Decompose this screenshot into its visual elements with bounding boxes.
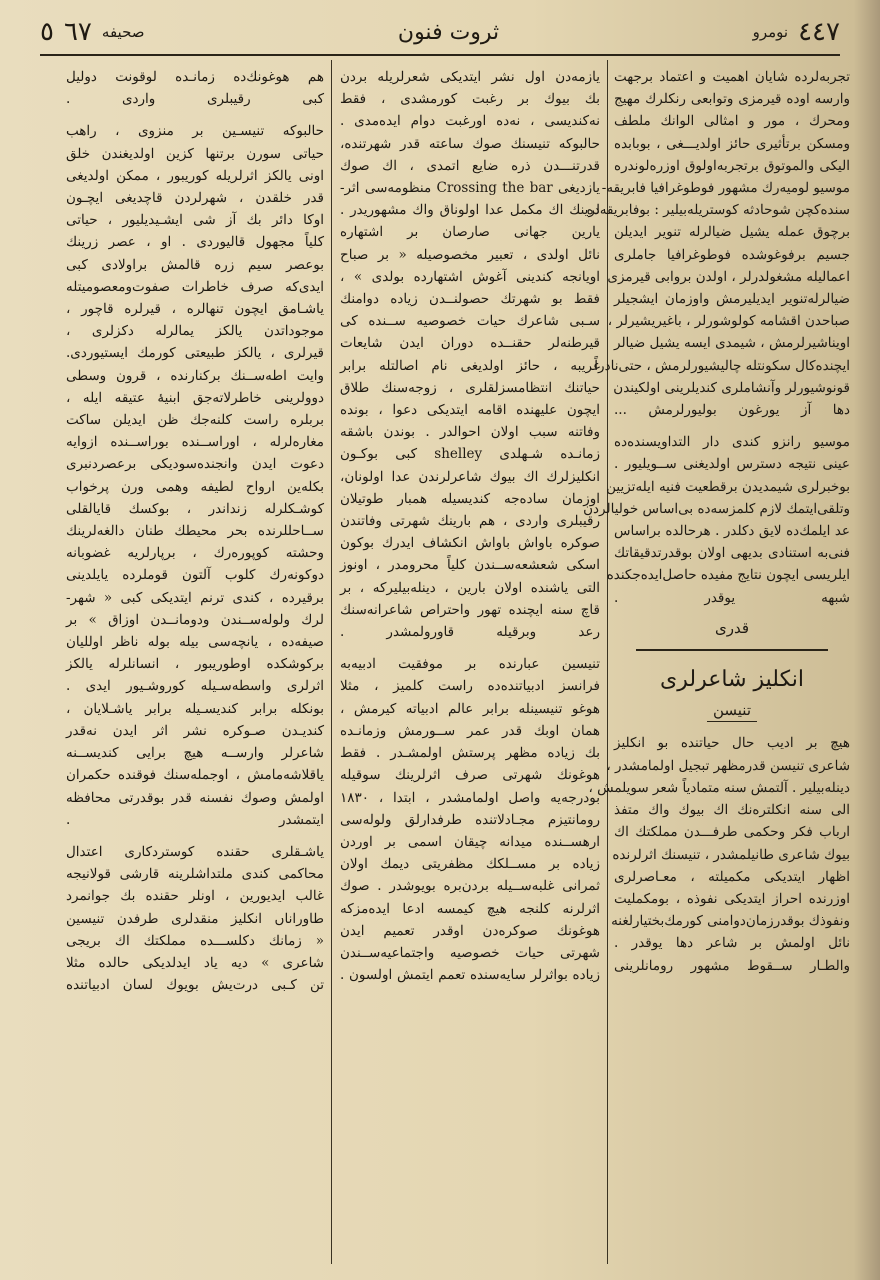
text-line: ومحرك ، مور و امثالی الوانك ملطف: [614, 113, 850, 130]
text-line: [340, 643, 600, 653]
issue-group: [753, 17, 840, 47]
text-line: رقیبلری واردی ، هم بارینك شهرتی وفاتندن: [340, 513, 600, 530]
text-line: تنیسین عبارنده بر موفقیت ادبیه‌به: [340, 656, 600, 673]
text-line: دعوت ایدن وانجنده‌سودیکی برعصردنبری: [66, 456, 324, 473]
text-line: یازمه‌دن اول نشر ایتدیکی شعرلریله بردن: [340, 69, 600, 85]
text-line: قیرطنه‌لر حقنــده دوران ایدن شایعات: [340, 335, 600, 352]
section-divider: [636, 649, 828, 651]
text-line: عد ایلمك‌ده لایق دکلدر . هرحالده براساس: [614, 523, 850, 540]
text-line: کندیـدن صـوکره نشر اثر ایدن نەقدر: [66, 722, 324, 739]
text-line: نائل اولمش بر شاعر دها یوقدر .: [614, 935, 850, 952]
text-line: رعد وبرقیله قاورولمشدر .: [340, 624, 600, 641]
text-line: موسیو رانزو کندی دار التداویسنده‌ده: [614, 434, 850, 451]
text-line: ارباب فکر وحکمی طرفـــدن مملکتك اك: [614, 824, 850, 841]
text-line: محاکمی کندی ملتداشلرینه قارشی قولانیجه: [66, 866, 324, 883]
text-line: یاشـامق ایچون تنهالره ، قیرلره قاچور ،: [66, 301, 324, 318]
article-title: انکلیز شاعرلری: [660, 667, 804, 693]
text-line: شهرتی حیات خصوصیه واجتماعیه‌ســندن: [340, 944, 600, 961]
text-line: برقیرده ، کندی ترنم ایتدیکی کبی « شهر-: [66, 589, 324, 606]
text-line: دوولرینی خاطرلاتەجق ابنیهٔ عتیقه ایله ،: [66, 389, 324, 406]
text-line: سنده‌کچن شوحادثه کوستریله‌بیلیر : بوفابریقه‌ده: [586, 202, 850, 219]
text-line: لرینك اك مکمل عدا اولوناق واك مشهوریدر .: [340, 202, 600, 219]
text-line: ایچون علیهنده اقامه ایتدیکی دعوا ، بونده: [340, 402, 600, 419]
text-line: بربلره راست کلنه‌جك ظن ایدیلن ساکت: [66, 412, 324, 429]
text-line: بونکله برابر کندیسـیله برابر یاشـلایان ،: [66, 700, 324, 717]
text-line: اسکی شعشعه‌ســندن کلیاً محرومدر ، اونوز: [340, 557, 600, 574]
text-line: اونی یالکز اثرلریله کوریبور ، ممکن اولدیغی: [66, 167, 324, 184]
text-line: شاعرلر وارســه هیچ برایی کندیســنه: [66, 745, 324, 762]
text-line: فقط بو شهرتك حصولنــدن زیاده دوامنك: [340, 291, 600, 308]
text-line: زیاده بر مســلکك مظفریتی دیمك اولان: [340, 856, 600, 873]
text-line: غالب ایدیورین ، اونلر حقنده بك جوانمرد: [66, 888, 324, 905]
text-line: قیرلری ، یالکز طبیعتی کورمك ایستیوردی.: [66, 345, 324, 362]
text-line: اثرلری واسطه‌سـیله کوروشـیور ایدی .: [66, 678, 324, 695]
text-line: هوغونك شهرتی صرف اثرلرینك سوقیله: [340, 767, 600, 784]
text-line: قونوشیورلر وآنشاملری کندیلرینی اولکیندن: [613, 379, 850, 396]
text-line: ایتمشدر .: [66, 811, 324, 828]
text-line: موسیو لومیه‌رك مشهور فوطوغرافیا فابریقه-: [601, 180, 850, 197]
text-line: ونفوذك بوقدرزمان‌دوامنی کورمك‌بختیارلغنه: [611, 913, 850, 930]
text-line: ایچنده‌کال سکونتله چالیشیورلرمش ، حتی‌نادراً: [594, 357, 850, 374]
text-line: بودرجه‌یه واصل اولمامشدر ، ابتدا ، ١٨٣٠: [340, 789, 600, 806]
text-line: [66, 110, 324, 120]
text-line: ارهســنده میدانه چیقان اسمی بر اوردن: [340, 833, 600, 850]
text-line: اثرلرنه کلنجه هیچ کیمسه ادعا ایده‌مز‌که: [340, 900, 600, 917]
journal-title: ثروت فنون: [397, 19, 500, 45]
page-header: [40, 10, 840, 56]
text-line: کبی رقیبلری واردی .: [66, 91, 324, 108]
text-line: هوغونك صوکره‌دن اوقدر تعمیم ایدن: [340, 922, 600, 939]
text-line: یازدیغی Crossing the bar منظومه‌سی اثر-: [340, 180, 600, 197]
text-line: صیفه‌ده ، یانچه‌سی بیله بوله ناظر اوللیان: [66, 634, 324, 651]
text-line: اوزرنده احراز ایتدیکی نفوذه ، بومکملیت: [614, 890, 850, 907]
text-line: برکوشکده اوطوریبور ، انسانلرله یالکز: [66, 656, 324, 673]
text-line: زمانـده شـهلدی shelley کبی بوکـون: [340, 446, 600, 463]
article-subtitle: تنیسن: [707, 699, 757, 722]
text-line: یاقلاشه‌مامش ، اوجمله‌سنك فوقنده حکمران: [66, 767, 324, 784]
text-line: ایلریسی ایچون نتایج مفیده حاصل‌ایده‌جکنده: [606, 567, 850, 584]
text-line: حالبوکه تنیسنك صوك ساعته قدر شهرتنده،: [340, 135, 600, 152]
text-line: دها آز یورغون بولیورلرمش ...: [614, 402, 850, 419]
text-line: غریبه ، حائز اولدیغی نام اصالتله برابر: [340, 357, 600, 374]
text-line: یارین جهانی صارصان بر اشتهاره: [340, 224, 600, 241]
text-line: ضیالرله‌تنویر ایدیلیرمش واوزمان ایشجیلر: [614, 291, 850, 308]
text-line: صباحدن اقشامه کولوشورلر ، باغیریشیرلر ،: [607, 313, 850, 330]
text-line: هیچ بر ادیب حال حیاتنده بو انکلیز: [614, 735, 850, 752]
text-line: عینی نتیجه دسترس اولدیغنی ســویلیور .: [614, 456, 850, 473]
text-line: شبهه یوقدر .: [614, 589, 850, 606]
text-line: [614, 421, 850, 431]
text-line: بك بیوك بر رغبت کورمشدی ، فقط: [340, 91, 600, 108]
text-line: اوکا دائر بك آز شی ایشـیدیلیور ، حیاتی: [66, 212, 324, 229]
page-number: ٦٧: [63, 17, 92, 47]
text-line: بکلەین ارواح لطیفه وهمی ورن پرخواب: [66, 478, 324, 495]
text-line: بك زیاده مظهر پرستش اولمشـدر . فقط: [340, 745, 600, 762]
text-line: قاچ سنه ایچنده تهور واحتراص شاعرانه‌سنك: [340, 601, 600, 618]
text-line: حیاتی سورن برتنها کزین اولدیغندن خلق: [66, 145, 324, 162]
text-line: فرانسز ادبیاتنده‌ده راست کلمیز ، مثلا: [340, 678, 600, 695]
text-line: اویانجه کندینی آغوش اشتهارده بولدی » ،: [340, 268, 600, 285]
text-line: نائل اولدی ، تعبیر مخصوصیله « بر صباح: [340, 246, 600, 263]
text-line: کوشـکلرله زنداندر ، بوکسك قایالقلی: [66, 500, 324, 517]
text-line: [66, 831, 324, 841]
text-line: وارسه اوده قیرمزی وتوابعی رنکلرك مهیج: [614, 91, 850, 108]
column-middle: [340, 66, 600, 1262]
text-line: تن کـبی درت‌یش بویوك لسان ادبیاتنده: [66, 977, 324, 994]
text-line: هوغو تنیسینله برابر عالم ادبیاته کیرمش ،: [340, 700, 600, 717]
margin-mark: ٥: [40, 17, 54, 47]
text-line: ومسکن برتأثیری حائز اولدیـــغی ، بوبابده: [614, 135, 850, 152]
text-line: هم هوغونك‌ده زمانـده لوقونت دولیل: [66, 69, 324, 85]
text-line: وتلقی‌ایتمك لازم کلمزسه‌ده بی‌اساس خولیالردن: [583, 500, 850, 517]
column-left: [66, 66, 324, 1262]
text-line: الیکی والموتوق برتجربه‌اولوق اوزره‌لوندره: [614, 157, 850, 174]
column-left-text: [66, 66, 324, 996]
text-line: برچوق عمله یشیل ضیالرله تنویر ایدیلن: [614, 224, 850, 241]
text-line: شاعری » دیه یاد ایدلدیکی حالده مثلا: [66, 954, 324, 971]
text-line: نه‌کندیسی ، نه‌ده اورغبت دوام ایده‌مدی .: [340, 113, 600, 130]
text-line: یاشـقلری حقنده کوستردکاری اعتدال: [66, 843, 324, 860]
column-right: [583, 66, 850, 1262]
column-rule-left: [331, 60, 332, 1264]
text-line: همان اوبك قدر عمر ســورمش وزمانـده: [340, 722, 600, 739]
text-line: وایت اطه‌ســنك برکنارنده ، قرون وسطی: [66, 367, 324, 384]
text-line: انکلیزلرك اك بیوك شاعرلرندن عدا اولونان،: [340, 468, 600, 485]
text-line: حالبوکه تنیسـین بر منزوی ، راهب: [66, 123, 324, 140]
page-number-group: [40, 17, 144, 47]
text-line: جسیم برفوغوشده فوطوغرافیا جاملری: [614, 246, 850, 263]
text-line: تجربه‌لرده شایان اهمیت و اعتماد برجهت: [614, 69, 850, 85]
text-line: اعمالیله مشغولدرلر ، اولدن بروابی قیرمزی: [607, 268, 850, 285]
text-line: التی یاشنده اولان بارین ، دینله‌بیلیرکه ، بر: [340, 579, 600, 596]
column-rule-right: [607, 60, 608, 1264]
text-line: سـبی شاعرك حیات خصوصیه ســنده کی: [340, 313, 600, 330]
text-line: بوخبرلری شیمدیدن برقطعیت فنیه ایله‌تزیین: [606, 478, 850, 495]
text-line: بوعصر سیم زره قالمش براولادی کبی: [66, 256, 324, 273]
article-text: [588, 732, 850, 976]
text-line: اوینا‌شیرلرمش ، شیمدی ایسه یشیل ضیالر: [614, 335, 850, 352]
signature: قدری: [714, 618, 750, 637]
text-line: ثمرانی غلبه‌ســیله بردن‌بره بویوشدر . صوك: [340, 878, 600, 895]
text-line: « زمانك دکلســـده مملکتك اك بریجی: [66, 932, 324, 949]
text-line: قدر خلقدن ، شهرلردن قاچدیغی ایچـون: [66, 190, 324, 207]
text-line: زیاده بواثرلر سایه‌سنده تعمم ایتمش اولسون .: [340, 967, 600, 984]
text-line: الی سنه انکلتره‌نك اك بیوك واك متفذ: [614, 802, 850, 819]
text-line: قدرتنـــدن ذره ضایع اتمدی ، اك صوك: [340, 157, 600, 174]
text-line: اولمش وصوك نفسنه قدر بوقدرتی محافظه: [66, 789, 324, 806]
text-line: ایدی‌که صرف خاطرات صفوت‌ومعصومیتله: [66, 278, 324, 295]
text-line: دینله‌بیلیر . آلتمش سنه متمادیاً شعر سویلمش ،: [588, 779, 850, 796]
issue-number: ٤٤٧: [798, 17, 840, 47]
text-line: موجوداتدن یالکز یمالرله دکزلری ،: [66, 323, 324, 340]
text-line: بیوك شاعری طانیلمشدر ، تنیسنك اثرلرنده: [612, 846, 850, 863]
column-right-text: [583, 66, 850, 609]
text-line: مغاره‌لرله ، اوراســنده بوراســنده ازوایه: [66, 434, 324, 451]
text-line: اظهار ایتدیکی مکمیلته ، معـاصرلری: [614, 868, 850, 885]
text-line: لرك ولوله‌ســندن ودومانــدن اوزاق » بر: [66, 611, 324, 628]
issue-label: نومرو: [752, 23, 789, 41]
text-line: صوکره باواش باواش انکشاف ایدرك بوکون: [340, 535, 600, 552]
text-line: دوکونەرك کلوب آلتون قوملرده یایلدینی: [66, 567, 324, 584]
text-line: اوزمان ساده‌جه کندیسیله همبار طوتیلان: [340, 490, 600, 507]
page-label: صحیفه: [101, 23, 145, 41]
text-line: وحشته کوپورەرك ، برپارلریه غضوبانه: [66, 545, 324, 562]
text-line: شاعری تنیسن قدرمظهر تبجیل اولمامشدر ،: [606, 757, 850, 774]
text-line: حیاتنك انتظامسزلقلری ، زوجه‌سنك طلاق: [340, 379, 600, 396]
text-line: فنی‌به استنادی بدیهی اولان بوقدرتدقیقاتك: [614, 545, 850, 562]
text-line: ســاحللرنده بحر محیطك طنان دالغه‌لرینك: [66, 523, 324, 540]
text-line: والطـار ســقوط مشهور رومانلرینی: [614, 957, 850, 974]
text-line: وفاتنه سبب اولان احوالدر . بوندن باشقه: [340, 424, 600, 441]
column-middle-text: [340, 66, 600, 986]
text-line: رومانتیزم مجـادلاتنده طرفدارلق ولوله‌سی: [340, 811, 600, 828]
text-line: کلیاً مجهول قالیوردی . او ، عصر زرینك: [66, 234, 324, 251]
text-line: طاوراناں انکلیز منقدلری طرفدن تنیسین: [66, 910, 324, 927]
